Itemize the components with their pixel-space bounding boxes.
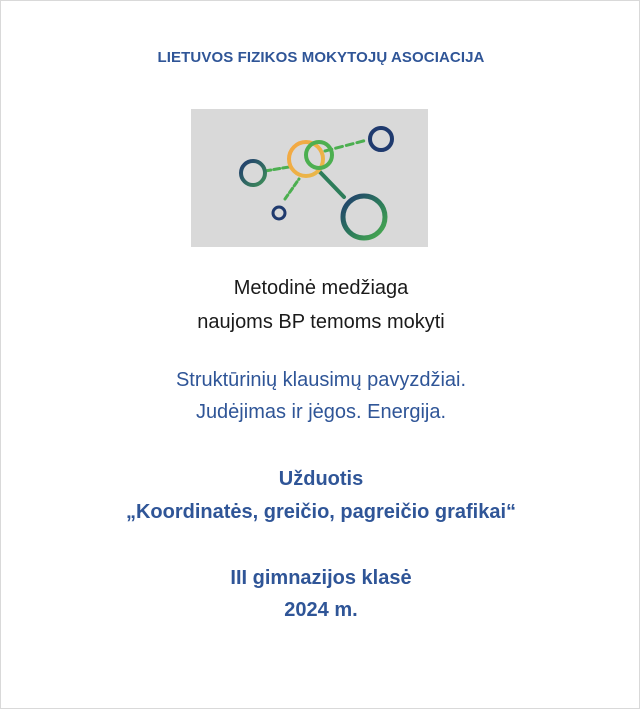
subtitle-line-1: Struktūrinių klausimų pavyzdžiai. [175, 369, 467, 391]
connector-big [319, 171, 344, 197]
node-left [241, 161, 265, 185]
grade-year: 2024 m. [284, 599, 358, 621]
task-name: „Koordinatės, greičio, pagreičio grafikai“ [125, 501, 517, 523]
node-small-bottom [273, 207, 285, 219]
connector-bottom-left [285, 179, 299, 199]
molecule-network-icon [191, 109, 428, 247]
connector-left [265, 167, 289, 171]
subtitle-line-2: Judėjimas ir jėgos. Energija. [195, 401, 447, 423]
title-line-1: Metodinė medžiaga [233, 277, 409, 299]
logo [191, 109, 428, 247]
association-name: LIETUVOS FIZIKOS MOKYTOJŲ ASOCIACIJA [157, 49, 485, 66]
node-big [343, 196, 385, 238]
grade-class: III gimnazijos klasė [230, 567, 412, 589]
node-top-right [370, 128, 392, 150]
title-line-2: naujoms BP temoms mokyti [197, 311, 445, 333]
task-label: Užduotis [278, 468, 364, 490]
